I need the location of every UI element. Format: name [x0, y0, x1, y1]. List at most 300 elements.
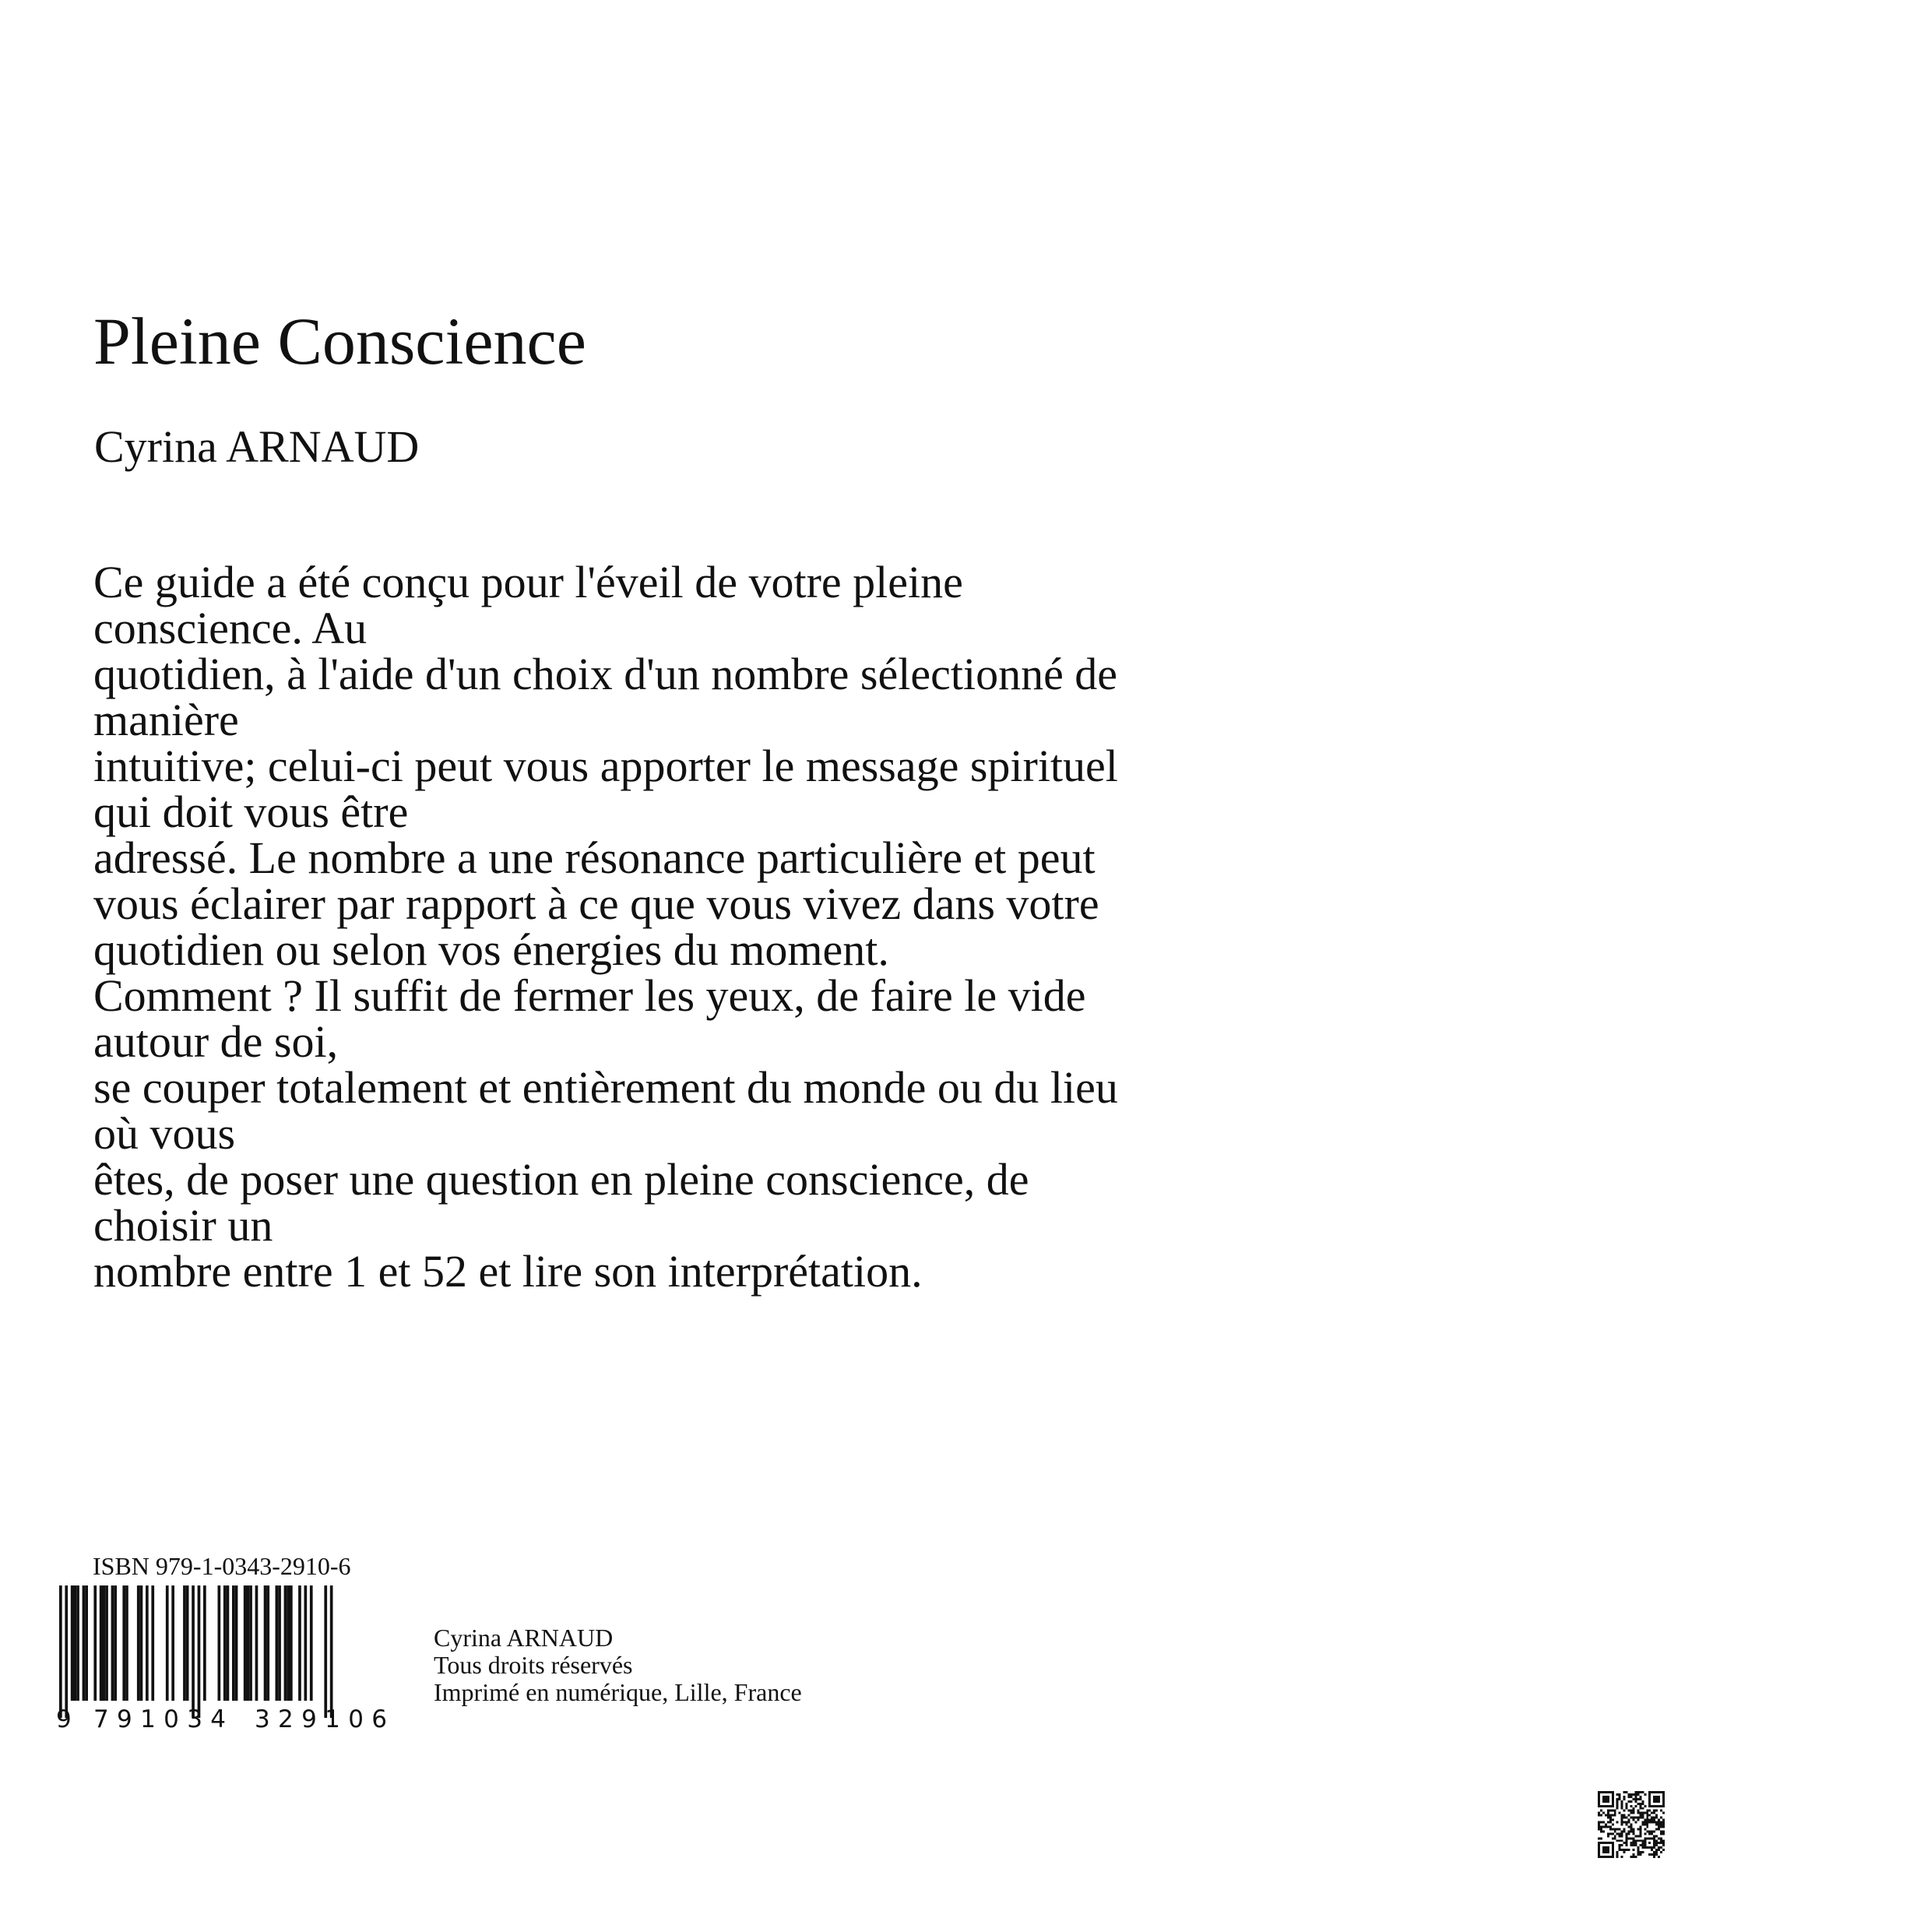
qr-module — [1660, 1825, 1662, 1828]
qr-module — [1628, 1837, 1630, 1839]
qr-module — [1619, 1828, 1621, 1830]
qr-module — [1626, 1832, 1628, 1835]
qr-module — [1623, 1817, 1626, 1819]
qr-module — [1623, 1821, 1626, 1824]
qr-module — [1660, 1846, 1662, 1849]
qr-module — [1641, 1851, 1644, 1853]
blurb-line: conscience. Au — [93, 603, 368, 653]
qr-module — [1634, 1791, 1637, 1793]
qr-module — [1637, 1846, 1639, 1849]
qr-module — [1637, 1793, 1639, 1796]
qr-module — [1600, 1821, 1602, 1824]
barcode-bar — [244, 1585, 247, 1701]
barcode-bar — [232, 1585, 235, 1701]
qr-module — [1598, 1824, 1600, 1826]
qr-module — [1632, 1837, 1634, 1839]
qr-module — [1619, 1832, 1621, 1835]
qr-module — [1662, 1824, 1665, 1826]
barcode-bar — [249, 1585, 252, 1701]
qr-module — [1660, 1830, 1662, 1832]
qr-module — [1623, 1798, 1626, 1800]
qr-module — [1616, 1807, 1619, 1810]
qr-module — [1653, 1812, 1655, 1814]
qr-module — [1641, 1803, 1644, 1805]
qr-module — [1658, 1837, 1660, 1839]
qr-module — [1655, 1824, 1658, 1826]
qr-module — [1626, 1824, 1628, 1826]
qr-module — [1637, 1812, 1639, 1814]
qr-module — [1621, 1849, 1623, 1851]
qr-module — [1655, 1853, 1658, 1856]
qr-module — [1662, 1842, 1665, 1844]
blurb-line: se couper totalement et entièrement du monde ou du lieu — [93, 1062, 1118, 1113]
barcode-bar — [247, 1585, 250, 1701]
qr-module — [1655, 1828, 1658, 1830]
qr-module — [1653, 1796, 1660, 1803]
qr-module — [1614, 1837, 1616, 1839]
qr-module — [1621, 1817, 1623, 1819]
qr-module — [1621, 1807, 1623, 1810]
barcode-bars — [59, 1585, 333, 1718]
barcode-bar — [166, 1585, 169, 1701]
qr-module — [1628, 1796, 1630, 1798]
qr-module — [1658, 1825, 1660, 1828]
qr-code-icon — [1598, 1791, 1665, 1858]
qr-module — [1621, 1844, 1623, 1846]
qr-module — [1658, 1824, 1660, 1826]
barcode-bar — [227, 1585, 230, 1701]
qr-module — [1646, 1819, 1648, 1821]
qr-module — [1607, 1821, 1609, 1824]
qr-module — [1632, 1810, 1634, 1812]
qr-module — [1637, 1810, 1639, 1812]
qr-module — [1626, 1837, 1628, 1839]
qr-module — [1630, 1842, 1633, 1844]
qr-module — [1632, 1853, 1634, 1856]
qr-module — [1658, 1842, 1660, 1844]
qr-module — [1637, 1791, 1639, 1793]
qr-module — [1626, 1821, 1628, 1824]
qr-module — [1626, 1791, 1628, 1793]
qr-module — [1634, 1842, 1637, 1844]
qr-module — [1619, 1812, 1621, 1814]
qr-module — [1653, 1830, 1655, 1832]
qr-module — [1623, 1851, 1626, 1853]
qr-module — [1605, 1814, 1607, 1817]
qr-module — [1658, 1821, 1660, 1824]
qr-module — [1658, 1856, 1660, 1858]
barcode-bar — [310, 1585, 313, 1701]
barcode-digit-group-left: 791034 — [93, 1705, 226, 1730]
qr-module — [1639, 1844, 1641, 1846]
blurb-line: êtes, de poser une question en pleine conscience, de — [93, 1154, 1029, 1205]
barcode-bar — [218, 1585, 221, 1701]
qr-module — [1602, 1812, 1605, 1814]
qr-module — [1619, 1846, 1621, 1849]
qr-module — [1630, 1830, 1633, 1832]
barcode-bar — [284, 1585, 287, 1701]
qr-module — [1639, 1798, 1641, 1800]
qr-module — [1658, 1819, 1660, 1821]
qr-module — [1634, 1856, 1637, 1858]
blurb-line: qui doit vous être — [93, 787, 409, 837]
qr-module — [1623, 1842, 1626, 1844]
qr-module — [1628, 1849, 1630, 1851]
qr-module — [1612, 1814, 1614, 1817]
qr-module — [1632, 1817, 1634, 1819]
qr-module — [1623, 1814, 1626, 1817]
qr-module — [1662, 1819, 1665, 1821]
qr-module — [1634, 1839, 1637, 1842]
qr-module — [1616, 1798, 1619, 1800]
qr-module — [1660, 1842, 1662, 1844]
qr-module — [1621, 1800, 1623, 1803]
qr-module — [1598, 1812, 1600, 1814]
qr-module — [1651, 1849, 1653, 1851]
qr-module — [1637, 1839, 1639, 1842]
blurb-line: choisir un — [93, 1200, 273, 1251]
qr-module — [1644, 1821, 1646, 1824]
qr-module — [1639, 1853, 1641, 1856]
barcode-bar — [235, 1585, 238, 1701]
barcode-bar — [111, 1585, 114, 1701]
qr-module — [1637, 1817, 1639, 1819]
qr-module — [1646, 1825, 1648, 1828]
qr-module — [1660, 1832, 1662, 1835]
barcode-bar — [125, 1585, 128, 1701]
qr-module — [1634, 1805, 1637, 1807]
qr-module — [1651, 1832, 1653, 1835]
barcode-bar — [278, 1585, 281, 1701]
qr-module — [1612, 1819, 1614, 1821]
qr-module — [1616, 1821, 1619, 1824]
book-title: Pleine Conscience — [93, 304, 586, 378]
blurb-line: intuitive; celui-ci peut vous apporter le message spirituel — [93, 741, 1118, 791]
qr-module — [1644, 1828, 1646, 1830]
qr-module — [1621, 1814, 1623, 1817]
qr-module — [1616, 1805, 1619, 1807]
qr-module — [1653, 1851, 1655, 1853]
qr-module — [1602, 1825, 1605, 1828]
qr-module — [1621, 1819, 1623, 1821]
qr-module — [1626, 1842, 1628, 1844]
qr-module — [1660, 1817, 1662, 1819]
qr-module — [1660, 1824, 1662, 1826]
qr-module — [1644, 1805, 1646, 1807]
blurb-line: autour de soi, — [93, 1016, 339, 1067]
blurb-line: quotidien ou selon vos énergies du moment. — [93, 924, 889, 975]
qr-module — [1623, 1810, 1626, 1812]
back-cover-blurb — [93, 557, 1495, 1297]
qr-module — [1637, 1819, 1639, 1821]
qr-module — [1641, 1839, 1644, 1842]
qr-module — [1655, 1849, 1658, 1851]
blurb-line: quotidien, à l'aide d'un choix d'un nombre sélectionné de — [93, 649, 1118, 699]
qr-module — [1607, 1810, 1609, 1812]
qr-module — [1639, 1812, 1641, 1814]
qr-module — [1616, 1853, 1619, 1856]
qr-module — [1634, 1817, 1637, 1819]
qr-module — [1609, 1810, 1612, 1812]
qr-module — [1651, 1812, 1653, 1814]
qr-module — [1634, 1844, 1637, 1846]
qr-module — [1628, 1810, 1630, 1812]
qr-module — [1598, 1814, 1600, 1817]
qr-module — [1655, 1817, 1658, 1819]
blurb-line: manière — [93, 695, 239, 745]
barcode-bar — [298, 1585, 301, 1701]
qr-module — [1646, 1812, 1648, 1814]
qr-module — [1641, 1791, 1644, 1793]
qr-module — [1630, 1796, 1633, 1798]
qr-module — [1623, 1830, 1626, 1832]
qr-module — [1660, 1810, 1662, 1812]
qr-module — [1607, 1835, 1609, 1837]
qr-module — [1648, 1832, 1651, 1835]
qr-module — [1653, 1819, 1655, 1821]
qr-module — [1634, 1793, 1637, 1796]
qr-module — [1619, 1798, 1621, 1800]
blurb-line: Comment ? Il suffit de fermer les yeux, de faire le vide — [93, 970, 1086, 1021]
qr-module — [1632, 1793, 1634, 1796]
imprint-printed: Imprimé en numérique, Lille, France — [434, 1678, 802, 1706]
qr-module — [1628, 1814, 1630, 1817]
qr-module — [1630, 1793, 1633, 1796]
qr-module — [1648, 1853, 1651, 1856]
barcode-bar — [140, 1585, 143, 1701]
qr-module — [1637, 1835, 1639, 1837]
qr-module — [1607, 1814, 1609, 1817]
qr-module — [1637, 1803, 1639, 1805]
qr-module — [1655, 1814, 1658, 1817]
qr-module — [1605, 1825, 1607, 1828]
qr-module — [1639, 1825, 1641, 1828]
qr-module — [1600, 1810, 1602, 1812]
qr-module — [1639, 1814, 1641, 1817]
qr-module — [1621, 1839, 1623, 1842]
qr-module — [1619, 1844, 1621, 1846]
qr-module — [1630, 1844, 1633, 1846]
imprint-name: Cyrina ARNAUD — [434, 1624, 614, 1652]
qr-module — [1621, 1821, 1623, 1824]
qr-module — [1655, 1842, 1658, 1844]
qr-module — [1614, 1814, 1616, 1817]
qr-module — [1612, 1824, 1614, 1826]
qr-module — [1614, 1830, 1616, 1832]
qr-module — [1616, 1793, 1619, 1796]
qr-module — [1628, 1825, 1630, 1828]
barcode-digit-group-first: 9 — [56, 1705, 72, 1730]
qr-module — [1600, 1828, 1602, 1830]
qr-module — [1602, 1821, 1605, 1824]
qr-module — [1628, 1793, 1630, 1796]
barcode-bar — [304, 1585, 308, 1701]
qr-module — [1616, 1839, 1619, 1842]
qr-module — [1641, 1814, 1644, 1817]
qr-module — [1632, 1819, 1634, 1821]
qr-module — [1630, 1800, 1633, 1803]
qr-module — [1639, 1791, 1641, 1793]
qr-module — [1598, 1821, 1600, 1824]
qr-module — [1619, 1849, 1621, 1851]
qr-module — [1600, 1825, 1602, 1828]
qr-module — [1641, 1821, 1644, 1824]
qr-module — [1634, 1800, 1637, 1803]
qr-module — [1612, 1837, 1614, 1839]
qr-module — [1628, 1832, 1630, 1835]
qr-module — [1616, 1828, 1619, 1830]
qr-module — [1628, 1819, 1630, 1821]
qr-module — [1641, 1812, 1644, 1814]
qr-module — [1655, 1851, 1658, 1853]
qr-module — [1630, 1856, 1633, 1858]
qr-module — [1634, 1821, 1637, 1824]
qr-module — [1658, 1849, 1660, 1851]
qr-module — [1660, 1839, 1662, 1842]
qr-module — [1632, 1856, 1634, 1858]
qr-module — [1609, 1817, 1612, 1819]
qr-module — [1641, 1800, 1644, 1803]
qr-module — [1621, 1856, 1623, 1858]
qr-module — [1660, 1837, 1662, 1839]
imprint-rights: Tous droits réservés — [434, 1651, 633, 1679]
barcode-bar — [93, 1585, 97, 1701]
qr-module — [1648, 1842, 1651, 1844]
qr-module — [1637, 1849, 1639, 1851]
qr-module — [1605, 1824, 1607, 1826]
qr-module — [1662, 1821, 1665, 1824]
qr-module — [1630, 1812, 1633, 1814]
qr-module — [1607, 1832, 1609, 1835]
qr-module — [1632, 1798, 1634, 1800]
qr-module — [1616, 1800, 1619, 1803]
qr-module — [1655, 1835, 1658, 1837]
qr-module — [1619, 1793, 1621, 1796]
qr-module — [1609, 1828, 1612, 1830]
qr-module — [1648, 1814, 1651, 1817]
imprint-block — [434, 1624, 802, 1706]
qr-module — [1637, 1853, 1639, 1856]
qr-module — [1660, 1851, 1662, 1853]
qr-module — [1616, 1851, 1619, 1853]
blurb-line: Ce guide a été conçu pour l'éveil de votre pleine — [93, 557, 963, 607]
qr-module — [1630, 1817, 1633, 1819]
qr-module — [1653, 1810, 1655, 1812]
barcode-bar — [192, 1585, 195, 1718]
qr-module — [1602, 1846, 1609, 1853]
qr-module — [1662, 1849, 1665, 1851]
blurb-line: vous éclairer par rapport à ce que vous vivez dans votre — [93, 878, 1099, 929]
barcode-bar — [76, 1585, 79, 1701]
qr-module — [1651, 1821, 1653, 1824]
qr-module — [1639, 1828, 1641, 1830]
barcode-bar — [59, 1585, 62, 1718]
qr-module — [1598, 1828, 1600, 1830]
barcode-bar — [122, 1585, 125, 1701]
qr-module — [1662, 1830, 1665, 1832]
qr-module — [1641, 1846, 1644, 1849]
qr-module — [1626, 1817, 1628, 1819]
qr-module — [1658, 1828, 1660, 1830]
qr-module — [1628, 1800, 1630, 1803]
qr-module — [1653, 1817, 1655, 1819]
qr-module — [1641, 1807, 1644, 1810]
qr-module — [1619, 1796, 1621, 1798]
qr-module — [1623, 1828, 1626, 1830]
qr-module — [1614, 1812, 1616, 1814]
barcode-bar — [183, 1585, 186, 1701]
qr-module — [1651, 1830, 1653, 1832]
qr-module — [1639, 1830, 1641, 1832]
qr-module — [1646, 1821, 1648, 1824]
qr-module — [1623, 1796, 1626, 1798]
barcode-bar — [100, 1585, 103, 1701]
qr-module — [1648, 1819, 1651, 1821]
barcode-bar — [105, 1585, 108, 1701]
qr-module — [1623, 1849, 1626, 1851]
qr-module — [1623, 1791, 1626, 1793]
qr-module — [1655, 1821, 1658, 1824]
qr-module — [1632, 1830, 1634, 1832]
qr-module — [1621, 1832, 1623, 1835]
barcode-bar — [198, 1585, 201, 1718]
qr-module — [1609, 1814, 1612, 1817]
qr-module — [1612, 1828, 1614, 1830]
qr-module — [1621, 1835, 1623, 1837]
qr-module — [1662, 1812, 1665, 1814]
qr-module — [1630, 1828, 1633, 1830]
qr-module — [1655, 1844, 1658, 1846]
qr-module — [1653, 1821, 1655, 1824]
qr-module — [1619, 1839, 1621, 1842]
qr-module — [1612, 1832, 1614, 1835]
qr-module — [1607, 1812, 1609, 1814]
barcode-bar — [74, 1585, 77, 1701]
qr-module — [1651, 1853, 1653, 1856]
qr-module — [1655, 1810, 1658, 1812]
qr-module — [1632, 1842, 1634, 1844]
barcode-digits — [56, 1705, 387, 1730]
barcode-bar — [85, 1585, 88, 1701]
qr-module — [1609, 1821, 1612, 1824]
qr-module — [1621, 1830, 1623, 1832]
qr-module — [1616, 1856, 1619, 1858]
barcode-bar — [223, 1585, 227, 1701]
qr-module — [1619, 1835, 1621, 1837]
qr-module — [1651, 1817, 1653, 1819]
barcode-bar — [203, 1585, 206, 1701]
barcode-bar — [146, 1585, 149, 1701]
qr-module — [1646, 1830, 1648, 1832]
qr-module — [1644, 1812, 1646, 1814]
barcode-bar — [151, 1585, 154, 1701]
qr-module — [1630, 1824, 1633, 1826]
barcode-bar — [114, 1585, 117, 1701]
barcode-bar — [276, 1585, 279, 1701]
qr-module — [1660, 1821, 1662, 1824]
qr-module — [1626, 1844, 1628, 1846]
qr-module — [1614, 1828, 1616, 1830]
qr-module — [1634, 1798, 1637, 1800]
barcode-bar — [71, 1585, 74, 1701]
barcode-bar — [266, 1585, 269, 1701]
qr-module — [1609, 1825, 1612, 1828]
qr-module — [1626, 1805, 1628, 1807]
qr-module — [1628, 1830, 1630, 1832]
barcode-bar — [171, 1585, 174, 1701]
qr-module — [1646, 1824, 1648, 1826]
qr-module — [1639, 1851, 1641, 1853]
